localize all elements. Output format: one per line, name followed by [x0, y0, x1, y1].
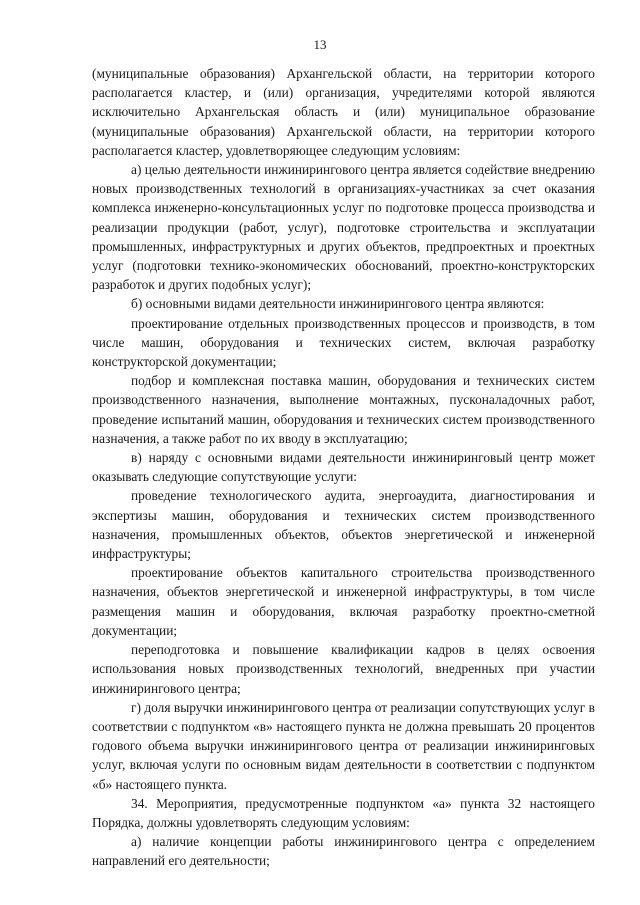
paragraph-item-v-related-services: в) наряду с основными видами деятельности инжиниринговый центр может оказывать следующие сопутствующие услуги:	[92, 450, 595, 485]
paragraph-section-34: 34. Мероприятия, предусмотренные подпунктом «а» пункта 32 настоящего Порядка, должны удовлетворять следующим условиям:	[92, 795, 595, 830]
paragraph-capital-construction: проектирование объектов капитального строительства производственного назначения, объектов энергетической и инженерной инфраструктуры, в том числе размещения машин и оборудования, включая разработку проектно-сметной документации;	[92, 565, 595, 638]
paragraph-training: переподготовка и повышение квалификации кадров в целях освоения использования новых производственных технологий, внедренных при участии инжинирингового центра;	[92, 642, 595, 696]
paragraph-design: проектирование отдельных производственных процессов и производств, в том числе машин, оборудования и технических систем, включая разработку конструкторской документации;	[92, 315, 595, 370]
paragraph-item-a-goal: а) целью деятельности инжинирингового центра является содействие внедрению новых производственных технологий в организациях-участниках за счет оказания комплекса инженерно-консультационных услуг по подготовке процесса производства и реализации продукции (работ, услуг), подготовке строительства и эксплуатации промышленных, инфраструктурных и других объектов, предпроектных и проектных услуг (подготовки технико-экономических обоснований, проектно-конструкторских разработок и других подобных услуг);	[92, 162, 595, 293]
paragraph-audit: проведение технологического аудита, энергоаудита, диагностирования и экспертизы машин, оборудования и технических систем производственного назначения, промышленных объектов, объектов энергетической и инженерной инфраструктуры;	[92, 488, 595, 562]
paragraph-continuation: (муниципальные образования) Архангельской области, на территории которого располагается кластер, и (или) организация, учредителями которой являются исключительно Архангельская область и (или) муниципальное образование (муниципальные образования) Архангельской области, на территории которого располагается кластер, удовлетворяющее следующим условиям:	[92, 66, 595, 158]
paragraph-item-g-revenue-share: г) доля выручки инжинирингового центра от реализации сопутствующих услуг в соответствии с подпунктом «в» настоящего пункта не должна превышать 20 процентов годового объема выручки инжинирингового центра от реализации инжиниринговых услуг, включая услуги по основным видам деятельности в соответствии с подпунктом «б» настоящего пункта.	[92, 699, 595, 792]
document-body	[92, 64, 595, 871]
paragraph-item-b-main-activities: б) основными видами деятельности инжинирингового центра являются:	[131, 296, 545, 312]
paragraph-section-34-item-a: а) наличие концепции работы инжинирингового центра с определением направлений его деятельности;	[92, 834, 595, 869]
paragraph-supply: подбор и комплексная поставка машин, оборудования и технических систем производственного назначения, выполнение монтажных, пусконаладочных работ, проведение испытаний машин, оборудования и технических систем производственного назначения, а также работ по их вводу в эксплуатацию;	[92, 373, 595, 446]
page-number: 13	[313, 37, 327, 52]
